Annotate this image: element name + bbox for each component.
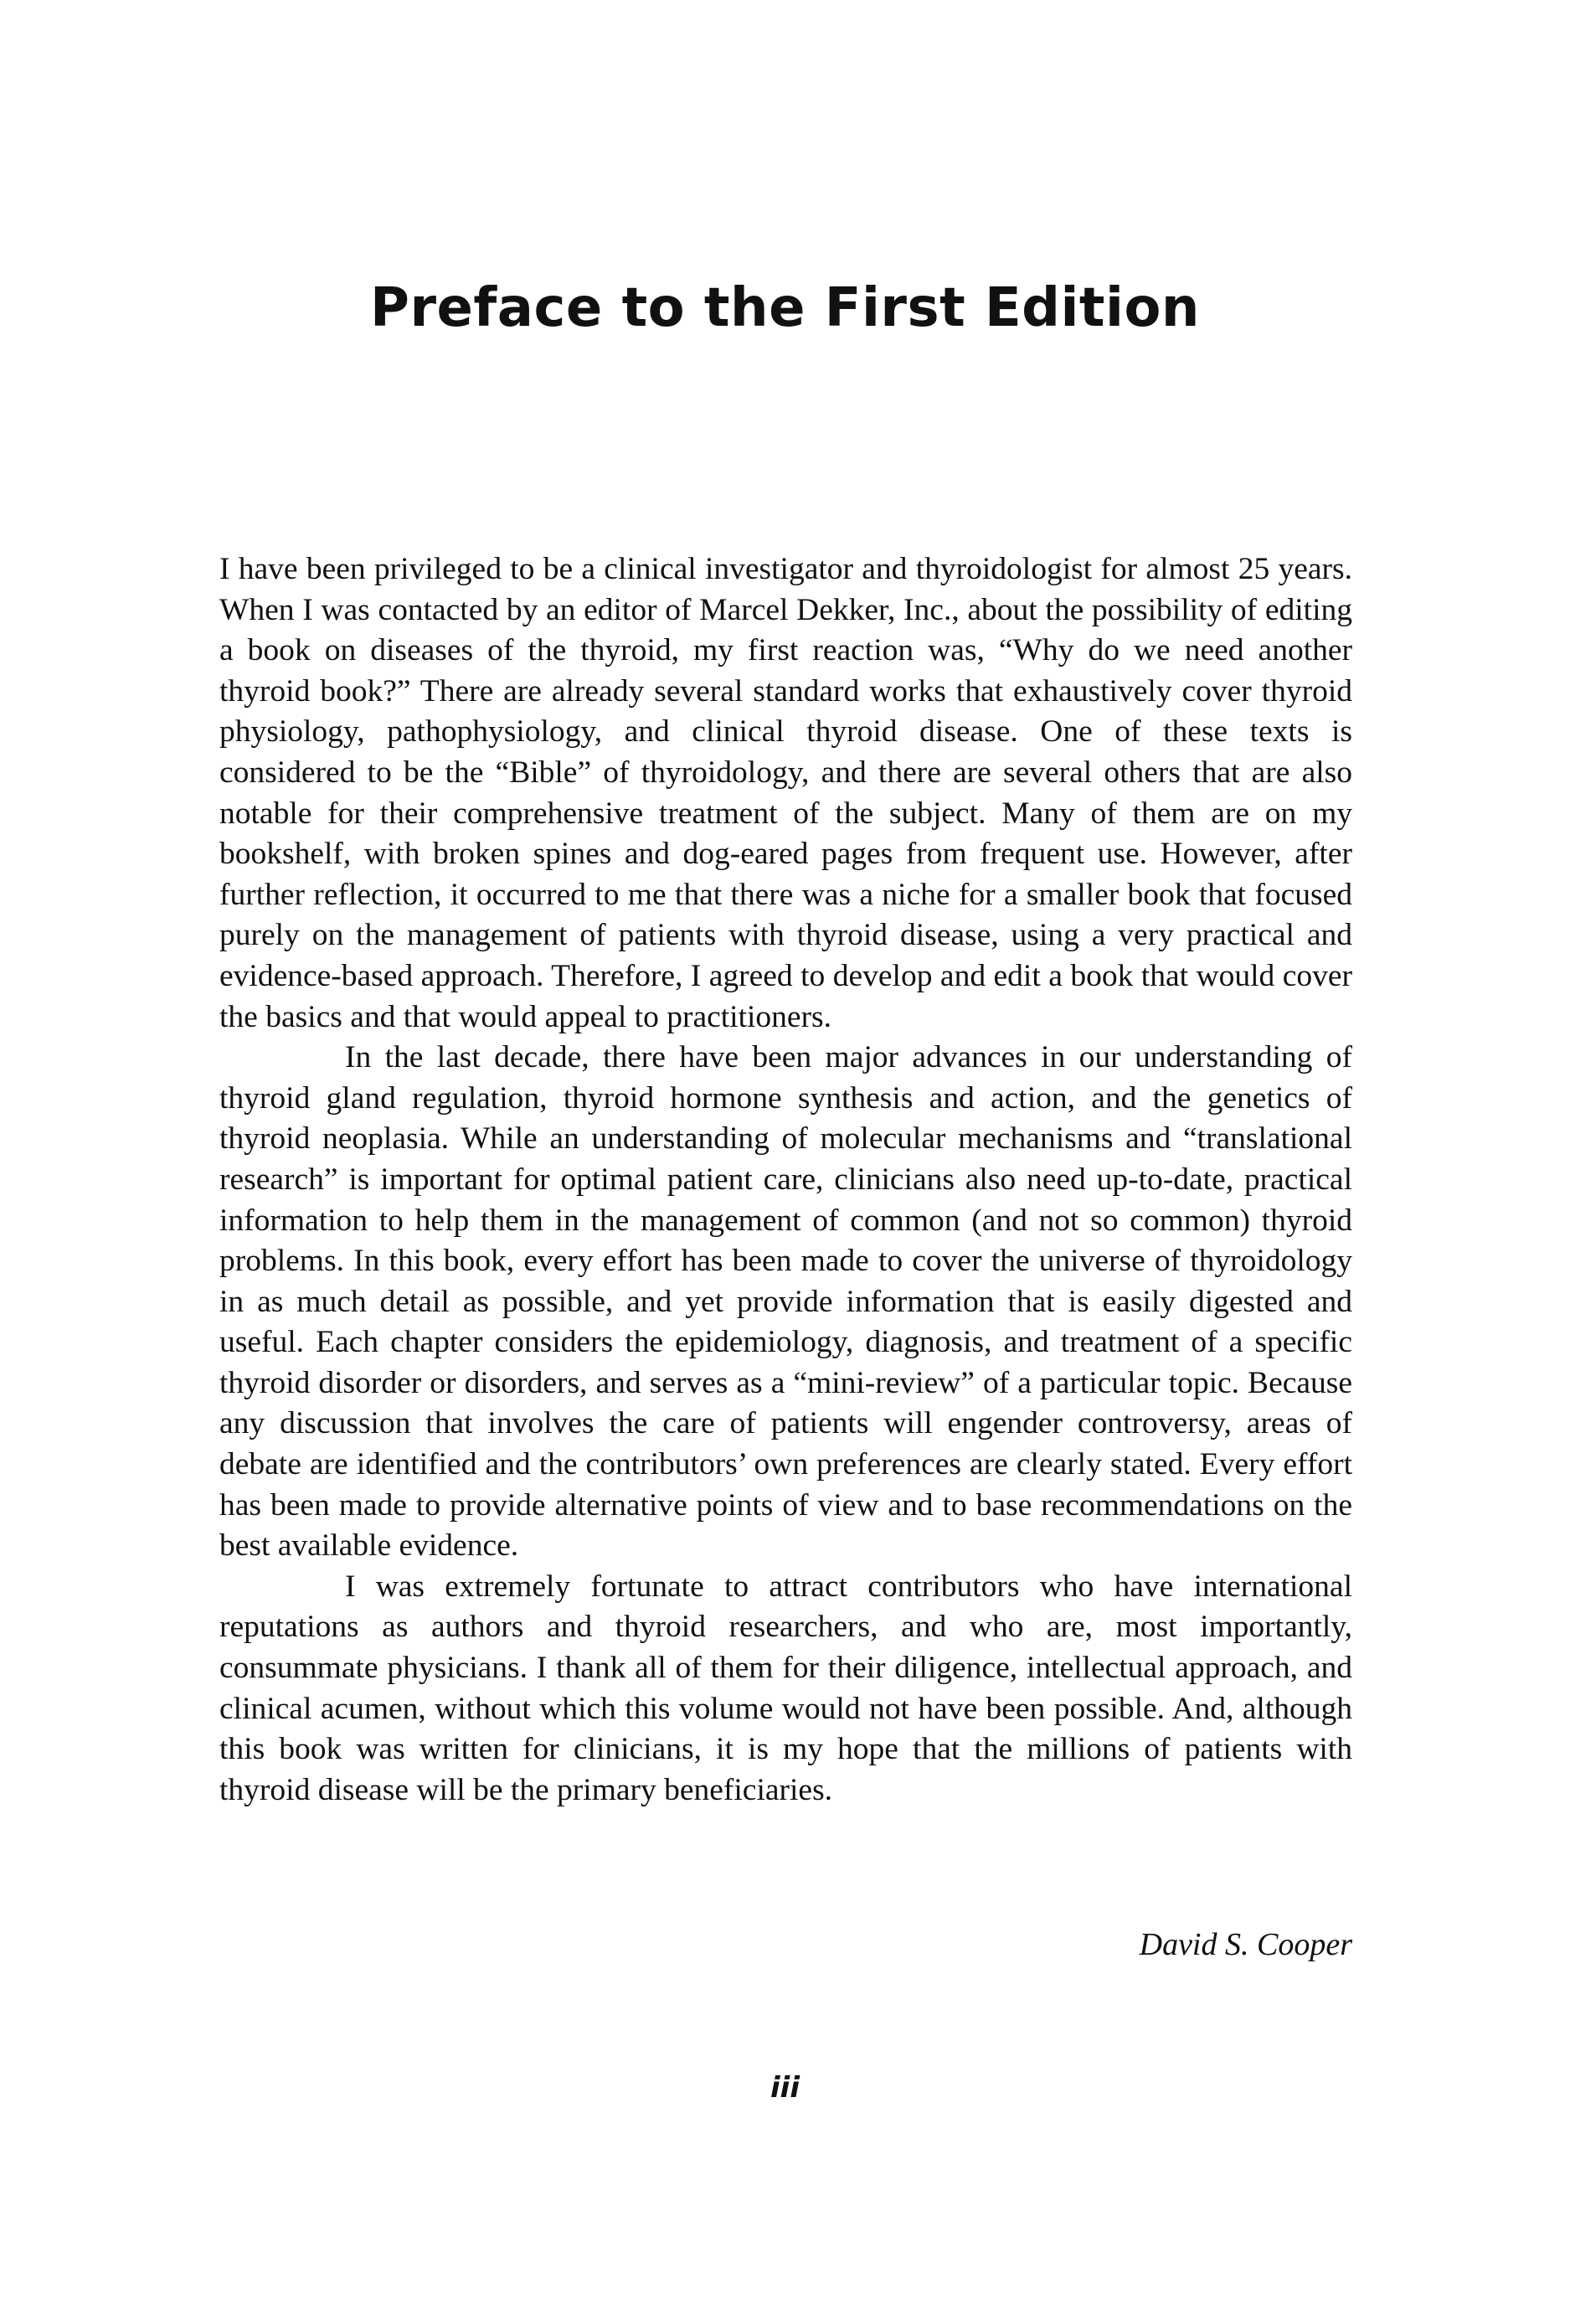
author-signature: David S. Cooper <box>1139 1927 1352 1962</box>
paragraph-2: In the last decade, there have been major advances in our understanding of thyroid gland regulation, thyroid hormone synthesis and action, and the genetics of thyroid neoplasia. While an understanding of molecular mechanisms and “translational research” is important for optimal patient care, clinicians also need up-to-date, practical information to help them in the management of common (and not so common) thyroid problems. In this book, every effort has been made to cover the universe of thyroidology in as much detail as possible, and yet provide information that is easily digested and useful. Each chapter considers the epidemiology, diagnosis, and treatment of a specific thyroid disorder or disorders, and serves as a “mini-review” of a particular topic. Because any discussion that involves the care of patients will engender controversy, areas of debate are identified and the contributors’ own preferences are clearly stated. Every effort has been made to provide alternative points of view and to base recommendations on the best available evidence. <box>219 1040 1352 1564</box>
page-number: iii <box>770 2071 800 2105</box>
preface-body <box>219 549 1352 1811</box>
paragraph-1: I have been privileged to be a clinical investigator and thyroidologist for almost 25 years. When I was contacted by an editor of Marcel Dekker, Inc., about the possibility of editing a book on diseases of the thyroid, my first reaction was, “Why do we need another thyroid book?” There are already several standard works that exhaustively cover thyroid physiology, pathophysiology, and clinical thyroid disease. One of these texts is considered to be the “Bible” of thyroidology, and there are several others that are also notable for their comprehensive treatment of the subject. Many of them are on my bookshelf, with broken spines and dog-eared pages from frequent use. However, after further reflection, it occurred to me that there was a niche for a smaller book that focused purely on the management of patients with thyroid disease, using a very practical and evidence-based approach. Therefore, I agreed to develop and edit a book that would cover the basics and that would appeal to practitioners. <box>219 552 1352 1034</box>
page-title: Preface to the First Edition <box>370 277 1200 339</box>
paragraph-3: I was extremely fortunate to attract contributors who have international reputations as authors and thyroid researchers, and who are, most importantly, consummate physicians. I thank all of them for their diligence, intellectual approach, and clinical acumen, without which this volume would not have been possible. And, although this book was written for clinicians, it is my hope that the millions of patients with thyroid disease will be the primary beneficiaries. <box>219 1569 1352 1807</box>
